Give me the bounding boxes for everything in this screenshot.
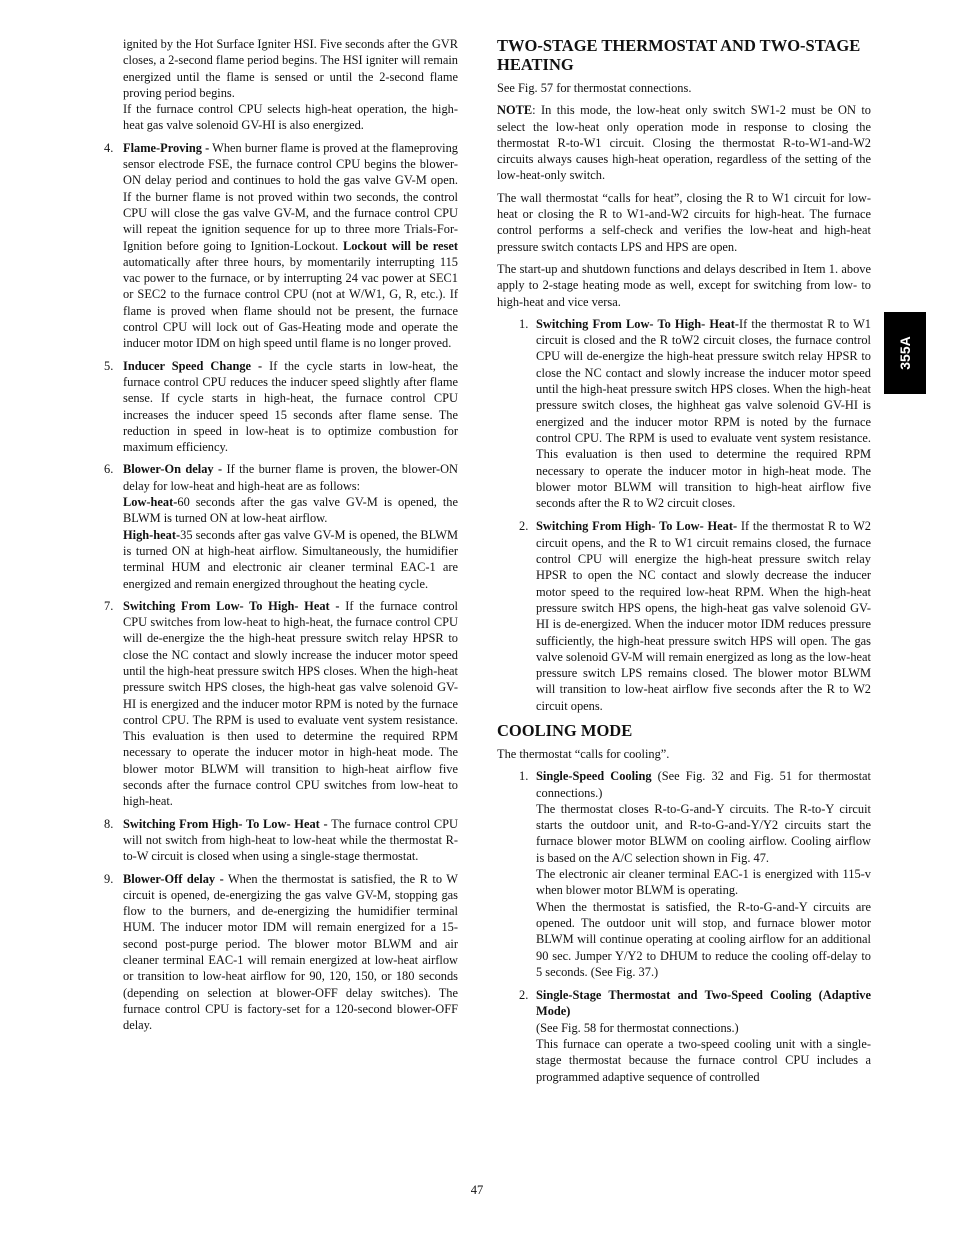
item-text: automatically after three hours, by momentarily interrupting 115 vac power to the furnace, or by interrupting 24 vac power at SEC1 or SEC2 to the furnace control CPU (not at W/W1, G, R, etc.). If flame is proved when flame should not be present, the furnace control CPU will lock out of Gas-Heating mode and operate the inducer motor IDM on high speed until flame is no longer proved.: [123, 254, 458, 351]
item-text: If the thermostat R to W1 circuit is closed and the R toW2 circuit closes, the furnace control CPU will de-energize the high-heat pressure switch relay HPSR to close the NC contact and slowly increase the inducer motor speed until the high-heat pressure switch HPS closes. When the high-heat pressure switch closes, the highheat gas valve solenoid GV-HI is energized and the inducer motor RPM is noted by the furnace control CPU. The RPM is used to evaluate vent system resistance. This evaluation is then used to determine the required RPM necessary to operate the inducer motor in high-heat mode. The blower motor BLWM will transition to high-heat airflow five seconds after the R to W2 circuit closes.: [536, 316, 871, 511]
sub-title: Low-heat-: [123, 495, 178, 510]
left-column: [104, 36, 458, 1040]
note-label: NOTE: [497, 103, 533, 118]
paragraph: This furnace can operate a two-speed cooling unit with a single-stage thermostat because the furnace control CPU includes a programmed adaptive sequence of controlled: [536, 1037, 871, 1084]
item-text: If the thermostat R to W2 circuit opens, and the R to W1 circuit remains closed, the furnace control CPU will energize the high-heat pressure switch relay HPSR to open the NC contact and slowly decrease the inducer motor speed to the required low-heat RPM. When the high-heat pressure switch HPS opens, the high-heat gas valve solenoid GV-HI is de-energized. When the inducer motor IDM reduces pressure sufficiently, the high-heat pressure switch HPS will open. The gas valve solenoid GV-M will remain energized as long as the low-heat pressure switch LPS remains closed. The blower motor BLWM will transition to low-heat airflow five seconds after the R to W2 circuit opens.: [536, 519, 871, 713]
item-title: Single-Stage Thermostat and Two-Speed Cooling (Adaptive Mode): [536, 988, 871, 1019]
list-item: [104, 871, 458, 1034]
item-number: 1.: [519, 316, 529, 331]
list-item: [497, 518, 871, 714]
item-title: Single-Speed Cooling: [536, 769, 652, 784]
sub-text: 60 seconds after the gas valve GV-M is opened, the BLWM is turned ON at low-heat airflow.: [123, 495, 458, 526]
sub-title: High-heat-: [123, 527, 181, 542]
paragraph: See Fig. 57 for thermostat connections.: [497, 81, 692, 95]
item-number: 8.: [104, 816, 114, 831]
list-item: [497, 316, 871, 512]
paragraph: The electronic air cleaner terminal EAC-1 is energized with 115-v when blower motor BLWM is operating.: [536, 867, 871, 898]
paragraph: The start-up and shutdown functions and delays described in Item 1. above apply to 2-stage heating mode as well, except for switching from low- to high-heat and vice versa.: [497, 261, 871, 309]
side-tab: [884, 312, 926, 394]
list-item: [104, 140, 458, 352]
paragraph: The thermostat closes R-to-G-and-Y circuits. The R-to-Y circuit starts the outdoor unit, and R-to-G-and-Y/Y2 circuits start the furnace blower motor BLWM on cooling airflow. Cooling airflow is based on the A/C selection shown in Fig. 47.: [536, 801, 871, 865]
item-number: 6.: [104, 462, 114, 477]
list-item: [104, 598, 458, 810]
paragraph: The thermostat “calls for cooling”.: [497, 746, 670, 761]
item-text: When the thermostat is satisfied, the R to W circuit is opened, de-energizing the gas valve GV-M, stopping gas flow to the burners, and de-energizing the humidifier terminal HUM. The inducer motor IDM will remain energized for a 15-second post-purge period. The blower motor BLWM and air cleaner terminal EAC-1 will remain energized at low-heat airflow or transition to low-heat airflow for 90, 120, 150, or 180 seconds (depending on selection at blower-OFF delay switches). The furnace control CPU is factory-set for a 120-second blower-OFF delay.: [123, 871, 458, 1033]
item-title: Blower-On delay -: [123, 462, 223, 477]
list-item: [497, 987, 871, 1085]
paragraph: (See Fig. 58 for thermostat connections.): [536, 1020, 739, 1035]
item-title: Switching From High- To Low- Heat -: [123, 816, 328, 831]
item-title: Blower-Off delay -: [123, 871, 224, 886]
right-column: [497, 36, 871, 1092]
item-title: Flame-Proving -: [123, 140, 210, 155]
page-number: 47: [470, 1183, 484, 1197]
item-text: The furnace control CPU will not switch from high-heat to low-heat while the thermostat R-to-W circuit is closed when using a single-stage thermostat.: [123, 816, 458, 864]
sub-text: 35 seconds after gas valve GV-M is opened, the BLWM is turned ON at high-heat airflow. Simultaneously, the humidifier terminal HUM and electronic air cleaner terminal EAC-1 are energized and remain energized throughout the heating cycle.: [123, 527, 458, 591]
item-title: Switching From High- To Low- Heat-: [536, 519, 738, 534]
item-title: Switching From Low- To High- Heat -: [123, 598, 340, 613]
paragraph: ignited by the Hot Surface Igniter HSI. Five seconds after the GVR closes, a 2-second flame period begins. The HSI igniter will remain energized until the flame is sensed or until the 2-second flame proving period begins.: [123, 37, 458, 100]
item-text: If the cycle starts in low-heat, the furnace control CPU reduces the inducer speed slightly after flame sense. If cycle starts in high-heat, the furnace control CPU increases the inducer speed 15 seconds after flame sense. The reduction in speed in low-heat is to optimize combustion for maximum efficiency.: [123, 358, 459, 455]
item-text: If the furnace control CPU switches from low-heat to high-heat, the furnace control CPU will de-energize the the high-heat pressure switch relay HPSR to close the NC contact and slowly increase the inducer motor speed until the high-heat pressure switch HPS closes. When the high-heat pressure switch HPS closes, the high-heat gas valve solenoid GV-HI is energized and the inducer motor RPM is noted by the furnace control CPU. The RPM is used to evaluate vent system resistance. This evaluation is then used to determine the required RPM necessary to operate the inducer motor in high-heat mode. The blower motor BLWM will transition to high-heat airflow five seconds after the furnace control CPU switches from low-heat to high-heat.: [123, 598, 458, 809]
paragraph: When the thermostat is satisfied, the R-to-G-and-Y circuits are opened. The outdoor unit will stop, and furnace blower motor BLWM will continue operating at cooling airflow for an additional 90 sec. Jumper Y/Y2 to DHUM to reduce the cooling off-delay to 5 seconds. (See Fig. 37.): [536, 899, 871, 979]
item-number: 2.: [519, 988, 529, 1003]
section-heading: COOLING MODE: [497, 720, 633, 740]
item-number: 1.: [519, 769, 529, 784]
item-text: (See Fig. 32 and Fig. 51 for thermostat connections.): [536, 769, 871, 800]
item-bold: Lockout will be reset: [342, 238, 459, 253]
item-number: 5.: [104, 358, 114, 373]
list-item: [104, 816, 458, 865]
side-tab-label: 355A: [897, 336, 913, 370]
item-title: Switching From Low- To High- Heat-: [536, 316, 739, 331]
note-text: : In this mode, the low-heat only switch SW1-2 must be ON to select the low-heat only operation mode in response to closing the thermostat R-to-W1 circuit. Closing the thermostat R-to-W1-and-W2 circuits always causes high-heat operation, regardless of the setting of the low-heat-only switch.: [497, 103, 871, 183]
item-text: If the burner flame is proven, the blower-ON delay for low-heat and high-heat are as follows:: [123, 462, 458, 493]
item-text: When burner flame is proved at the flameproving sensor electrode FSE, the furnace control CPU begins the blower-ON delay period and continues to hold the gas valve GV-M open. If the burner flame is not proved within two seconds, the control CPU will close the gas valve GV-M, and the furnace control CPU will repeat the ignition sequence for up to three more Trials-For-Ignition before going to Ignition-Lockout.: [123, 140, 458, 253]
item-title: Inducer Speed Change -: [123, 358, 263, 373]
list-item: [104, 358, 458, 456]
item-number: 2.: [519, 519, 529, 534]
paragraph: The wall thermostat “calls for heat”, closing the R to W1 circuit for low-heat or closing the R to W1-and-W2 circuits for high-heat. The furnace control performs a self-check and verifies the low-heat and high-heat pressure switch contacts LPS and HPS are open.: [497, 190, 871, 254]
item-number: 7.: [104, 598, 114, 613]
section-heading: TWO-STAGE THERMOSTAT AND TWO-STAGE HEATING: [497, 36, 861, 74]
item-number: 4.: [104, 140, 114, 155]
item-number: 9.: [104, 871, 114, 886]
note-paragraph: [497, 102, 871, 183]
paragraph: If the furnace control CPU selects high-heat operation, the high-heat gas valve solenoid GV-HI is also energized.: [123, 102, 458, 133]
list-item: [104, 461, 458, 591]
list-item: [497, 768, 871, 980]
